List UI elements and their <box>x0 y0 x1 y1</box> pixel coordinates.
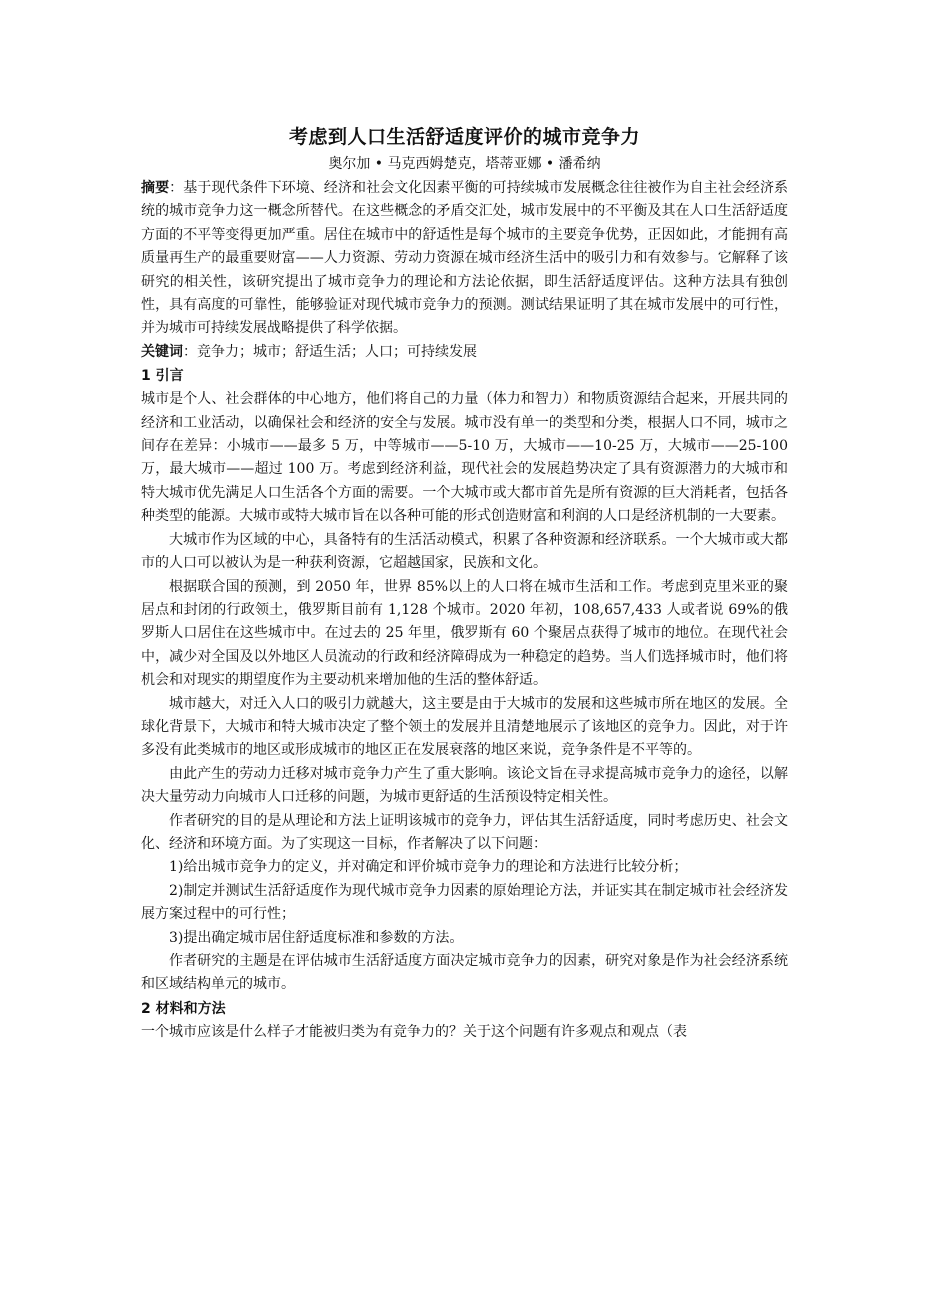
abstract <box>141 177 788 341</box>
keywords-text: ：竞争力；城市；舒适生活；人口；可持续发展 <box>183 343 477 360</box>
abstract-text: ：基于现代条件下环境、经济和社会文化因素平衡的可持续城市发展概念往往被作为自主社会经济系统的城市竞争力这一概念所替代。在这些概念的矛盾交汇处，城市发展中的不平衡及其在人口生活舒适度方面的不平等变得更加严重。居住在城市中的舒适性是每个城市的主要竞争优势，正因如此，才能拥有高质量再生产的最重要财富——人力资源、劳动力资源在城市经济生活中的吸引力和有效参与。它解释了该研究的相关性，该研究提出了城市竞争力的理论和方法论依据，即生活舒适度评估。这种方法具有独创性，具有高度的可靠性，能够验证对现代城市竞争力的预测。测试结果证明了其在城市发展中的可行性，并为城市可持续发展战略提供了科学依据。 <box>141 180 789 337</box>
document-page <box>141 122 788 1044</box>
list-item: 1)给出城市竞争力的定义，并对确定和评价城市竞争力的理论和方法进行比较分析； <box>169 859 688 876</box>
paragraph: 城市是个人、社会群体的中心地方，他们将自己的力量（体力和智力）和物质资源结合起来，开展共同的经济和工业活动，以确保社会和经济的安全与发展。城市没有单一的类型和分类，根据人口不同，城市之间存在差异：小城市——最多 5 万，中等城市——5-10 万，大城市——10-25 万，大城市——25-100 万，最大城市——超过 100 万。考虑到经济利益，现代社会的发展趋势决定了具有资源潜力的大城市和特大城市优先满足人口生活各个方面的需要。一个大城市或大都市首先是所有资源的巨大消耗者，包括各种类型的能源。大城市或特大城市旨在以各种可能的形式创造财富和利润的人口是经济机制的一大要素。 <box>141 391 788 525</box>
keywords <box>141 341 788 364</box>
paragraph: 由此产生的劳动力迁移对城市竞争力产生了重大影响。该论文旨在寻求提高城市竞争力的途径，以解决大量劳动力向城市人口迁移的问题，为城市更舒适的生活预设特定相关性。 <box>141 765 788 806</box>
document-title: 考虑到人口生活舒适度评价的城市竞争力 <box>288 126 640 148</box>
keywords-label: 关键词 <box>141 343 183 360</box>
paragraph: 根据联合国的预测，到 2050 年，世界 85%以上的人口将在城市生活和工作。考虑到克里米亚的聚居点和封闭的行政领土，俄罗斯目前有 1,128 个城市。2020 年初，108,657,433 人或者说 69%的俄罗斯人口居住在这些城市中。在过去的 25 年里，俄罗斯有 60 个聚居点获得了城市的地位。在现代社会中，减少对全国及以外地区人员流动的行政和经济障碍成为一种稳定的趋势。当人们选择城市时，他们将机会和对现实的期望度作为主要动机来增加他的生活的整体舒适。 <box>141 578 788 689</box>
paragraph: 作者研究的目的是从理论和方法上证明该城市的竞争力，评估其生活舒适度，同时考虑历史、社会文化、经济和环境方面。为了实现这一目标，作者解决了以下问题： <box>141 812 788 852</box>
paragraph: 作者研究的主题是在评估城市生活舒适度方面决定城市竞争力的因素，研究对象是作为社会经济系统和区域结构单元的城市。 <box>141 953 788 993</box>
paragraph: 一个城市应该是什么样子才能被归类为有竞争力的？关于这个问题有许多观点和观点（表 <box>141 1023 687 1040</box>
section-heading-introduction: 1 引言 <box>141 368 184 385</box>
list-item: 3)提出确定城市居住舒适度标准和参数的方法。 <box>169 929 464 946</box>
paragraph: 大城市作为区域的中心，具备特有的生活活动模式，积累了各种资源和经济联系。一个大城市或大都市的人口可以被认为是一种获利资源，它超越国家，民族和文化。 <box>141 531 788 572</box>
list-item: 2)制定并测试生活舒适度作为现代城市竞争力因素的原始理论方法，并证实其在制定城市社会经济发展方案过程中的可行性； <box>141 882 788 923</box>
authors: 奥尔加 • 马克西姆楚克，塔蒂亚娜 • 潘希纳 <box>328 156 601 172</box>
section-heading-materials-methods: 2 材料和方法 <box>141 1000 226 1017</box>
abstract-label: 摘要 <box>141 180 170 196</box>
paragraph: 城市越大，对迁入人口的吸引力就越大，这主要是由于大城市的发展和这些城市所在地区的发展。全球化背景下，大城市和特大城市决定了整个领土的发展并且清楚地展示了该地区的竞争力。因此，对于许多没有此类城市的地区或形成城市的地区正在发展衰落的地区来说，竞争条件是不平等的。 <box>141 695 788 759</box>
